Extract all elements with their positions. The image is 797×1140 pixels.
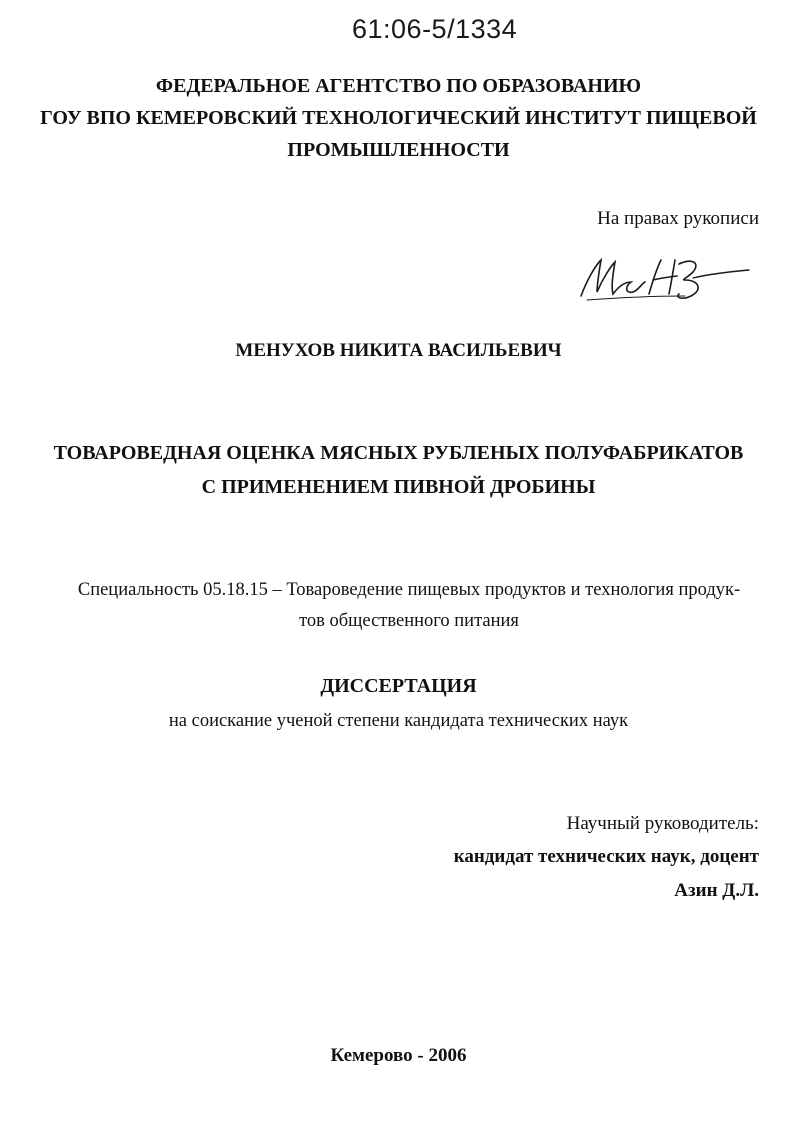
- title-line1: ТОВАРОВЕДНАЯ ОЦЕНКА МЯСНЫХ РУБЛЕНЫХ ПОЛУФАБРИКАТОВ: [53, 442, 744, 464]
- specialty-line1: Специальность 05.18.15 – Товароведение пищевых продуктов и технология продук-: [77, 580, 741, 600]
- manuscript-note: На правах рукописи: [597, 208, 759, 229]
- agency-name: ФЕДЕРАЛЬНОЕ АГЕНТСТВО ПО ОБРАЗОВАНИЮ: [155, 75, 642, 97]
- title-line2: С ПРИМЕНЕНИЕМ ПИВНОЙ ДРОБИНЫ: [201, 476, 596, 498]
- degree-text: на соискание ученой степени кандидата технических наук: [168, 711, 629, 731]
- author-name: МЕНУХОВ НИКИТА ВАСИЛЬЕВИЧ: [235, 340, 562, 361]
- handwritten-signature: [575, 250, 755, 317]
- specialty-line2: тов общественного питания: [299, 611, 519, 631]
- supervisor-label: Научный руководитель:: [566, 813, 759, 834]
- institute-name-line2: ПРОМЫШЛЕННОСТИ: [287, 139, 510, 161]
- document-code: 61:06-5/1334: [352, 14, 518, 44]
- institute-name-line1: ГОУ ВПО КЕМЕРОВСКИЙ ТЕХНОЛОГИЧЕСКИЙ ИНСТИТУТ ПИЩЕВОЙ: [40, 107, 757, 129]
- city-year: Кемерово - 2006: [330, 1045, 467, 1066]
- supervisor-name: Азин Д.Л.: [674, 880, 759, 901]
- dissertation-label: ДИССЕРТАЦИЯ: [320, 675, 477, 697]
- supervisor-rank: кандидат технических наук, доцент: [453, 846, 759, 867]
